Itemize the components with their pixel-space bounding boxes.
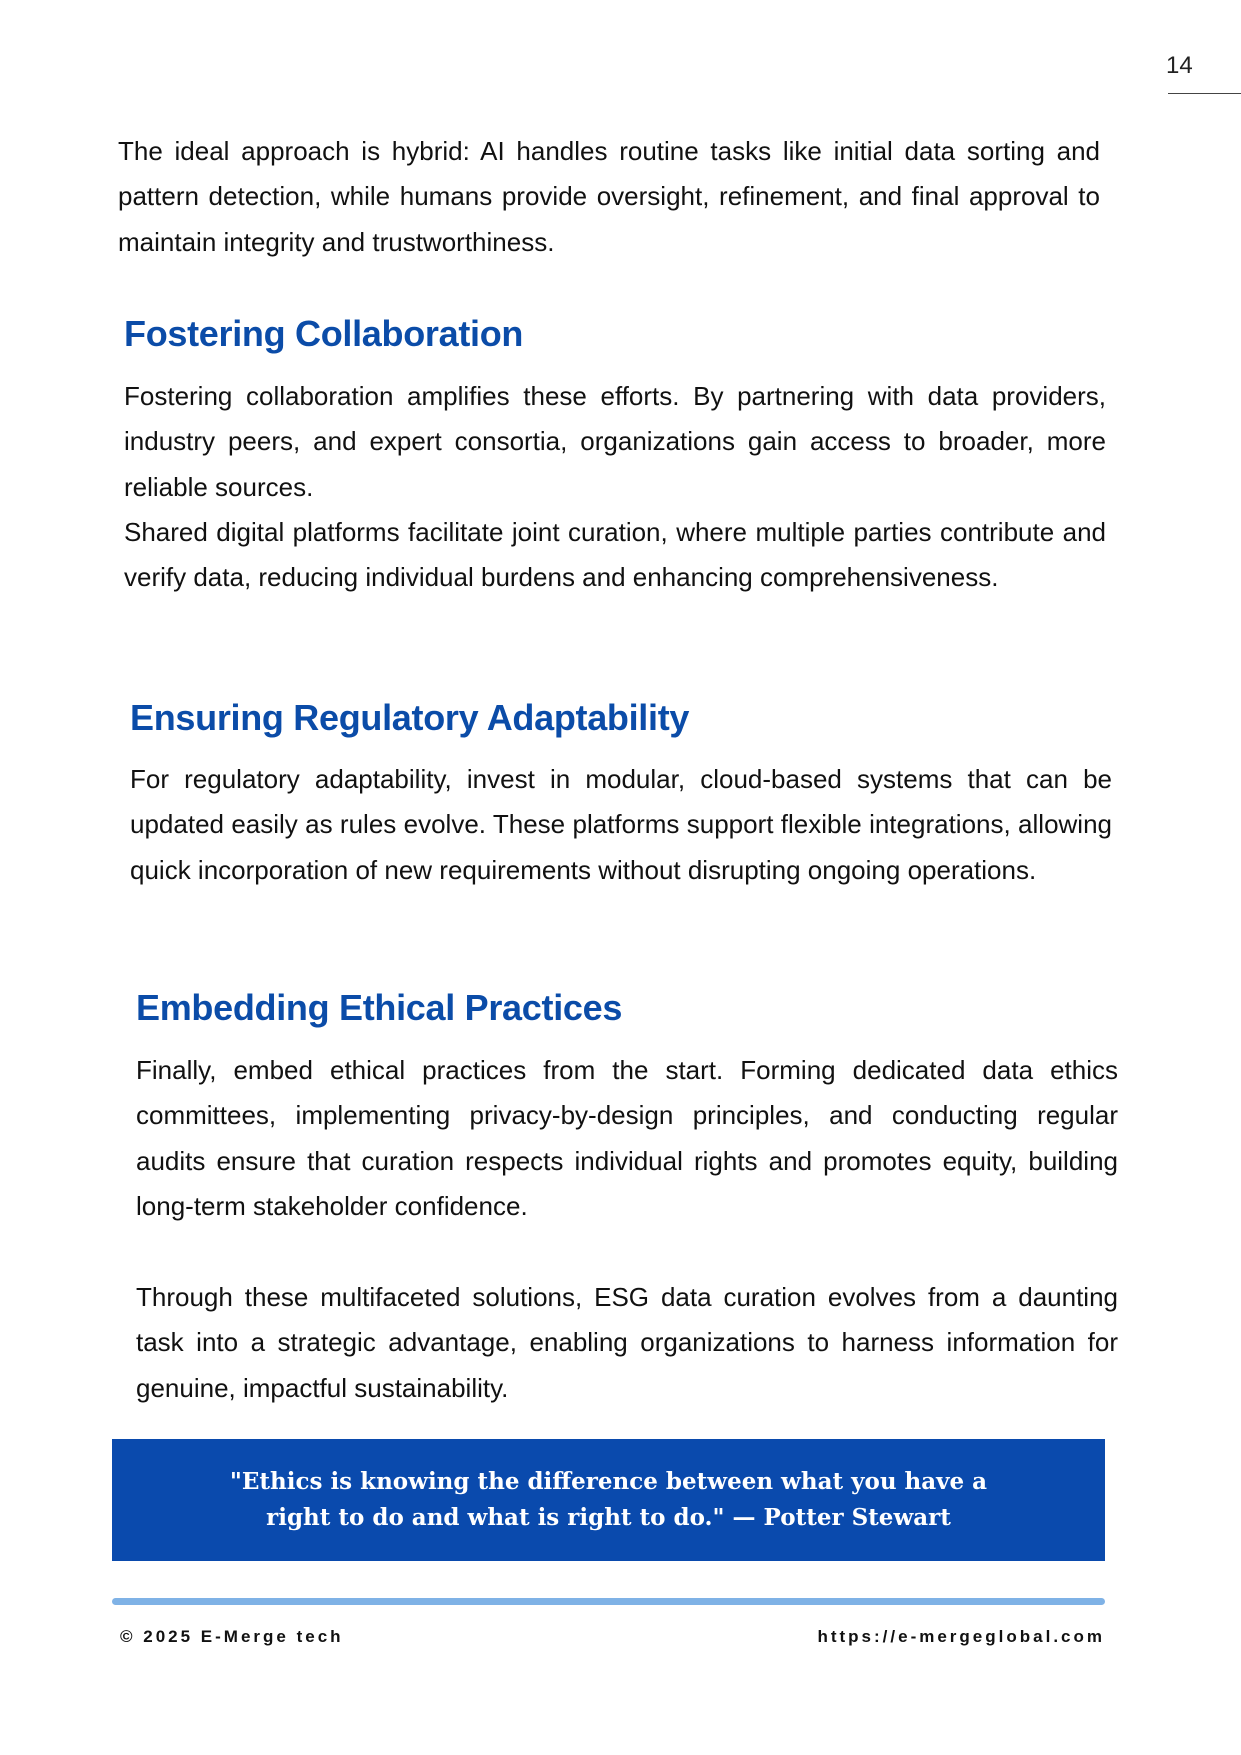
footer-copyright: © 2025 E-Merge tech	[120, 1627, 344, 1646]
footer-url: https://e-mergeglobal.com	[817, 1627, 1105, 1646]
section-heading-collaboration: Fostering Collaboration	[124, 313, 524, 354]
regulatory-paragraph: For regulatory adaptability, invest in modular, cloud-based systems that can be updated easily as rules evolve. These platforms support flexible integrations, allowing quick incorporation of new requirements without disrupting ongoing operations.	[130, 764, 1112, 885]
quote-text: "Ethics is knowing the difference between what you have a right to do and what is right to do." — Potter Stewart	[229, 1468, 988, 1531]
footer-divider	[112, 1598, 1105, 1605]
quote-box	[112, 1439, 1105, 1561]
collaboration-paragraph-2: Shared digital platforms facilitate joint curation, where multiple parties contribute and verify data, reducing individual burdens and enhancing comprehensiveness.	[124, 517, 1106, 593]
intro-paragraph: The ideal approach is hybrid: AI handles routine tasks like initial data sorting and pattern detection, while humans provide oversight, refinement, and final approval to maintain integrity and trustworthiness.	[118, 136, 1100, 257]
section-heading-ethical: Embedding Ethical Practices	[136, 987, 623, 1028]
ethical-paragraph: Finally, embed ethical practices from the start. Forming dedicated data ethics committees, implementing privacy-by-design principles, and conducting regular audits ensure that curation respects individual rights and promotes equity, building long-term stakeholder confidence.	[136, 1055, 1118, 1221]
page-number-divider	[1168, 93, 1241, 94]
section-heading-regulatory: Ensuring Regulatory Adaptability	[130, 697, 690, 738]
page-number: 14	[1166, 52, 1193, 79]
conclusion-paragraph: Through these multifaceted solutions, ESG data curation evolves from a daunting task into a strategic advantage, enabling organizations to harness information for genuine, impactful sustainability.	[136, 1282, 1118, 1403]
collaboration-paragraph-1: Fostering collaboration amplifies these efforts. By partnering with data providers, industry peers, and expert consortia, organizations gain access to broader, more reliable sources.	[124, 381, 1106, 502]
